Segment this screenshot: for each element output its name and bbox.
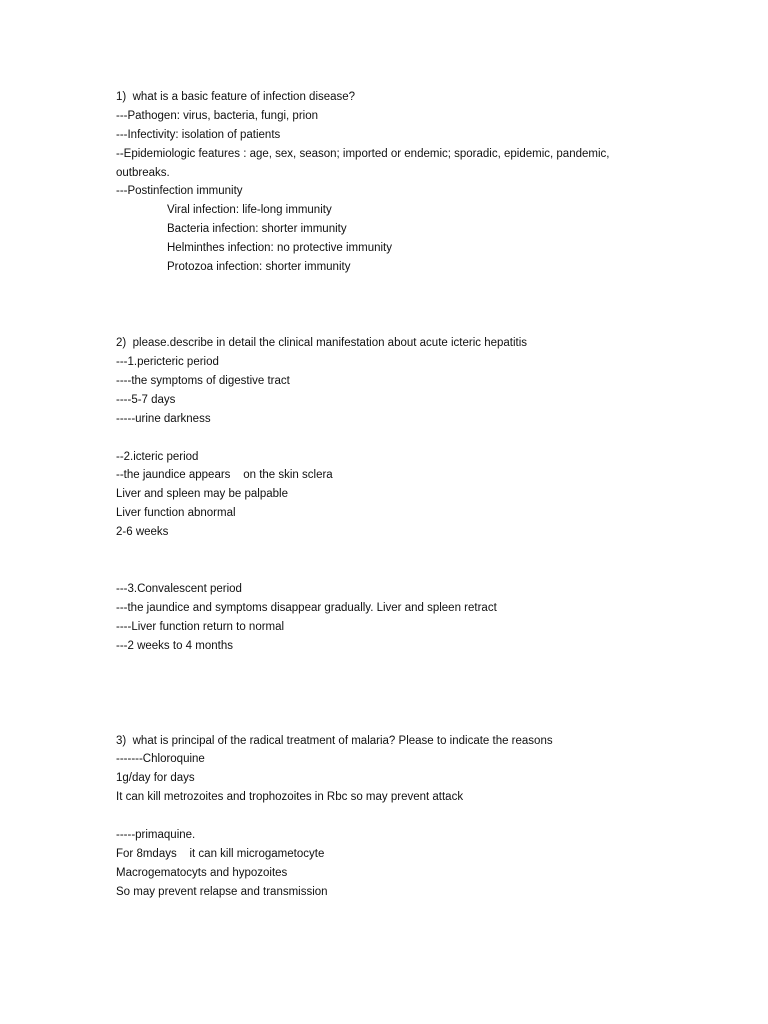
text-line: ---the jaundice and symptoms disappear gradually. Liver and spleen retract	[116, 602, 497, 614]
text-line: -----primaquine.	[116, 829, 196, 841]
question-3: 3) what is principal of the radical treatment of malaria? Please to indicate the reasons	[116, 735, 553, 747]
text-line: It can kill metrozoites and trophozoites in Rbc so may prevent attack	[116, 791, 464, 803]
text-line: --2.icteric period	[116, 451, 199, 463]
text-line: Macrogematocyts and hypozoites	[116, 867, 288, 879]
text-line: ---Pathogen: virus, bacteria, fungi, prion	[116, 110, 318, 122]
text-line: ----Liver function return to normal	[116, 621, 285, 633]
text-line: For 8mdays it can kill microgametocyte	[116, 848, 325, 860]
text-line: 1g/day for days	[116, 772, 195, 784]
text-line: 2-6 weeks	[116, 526, 169, 538]
text-line: ---Infectivity: isolation of patients	[116, 129, 281, 141]
text-line: So may prevent relapse and transmission	[116, 886, 328, 898]
text-line: Liver and spleen may be palpable	[116, 488, 288, 500]
text-line: ----5-7 days	[116, 394, 176, 406]
text-line: ---2 weeks to 4 months	[116, 640, 233, 652]
question-2: 2) please.describe in detail the clinical manifestation about acute icteric hepatitis	[116, 337, 528, 349]
question-1: 1) what is a basic feature of infection disease?	[116, 91, 356, 103]
text-line: ---1.pericteric period	[116, 356, 219, 368]
text-line: -------Chloroquine	[116, 753, 205, 765]
text-line: ----the symptoms of digestive tract	[116, 375, 290, 387]
text-line: ---3.Convalescent period	[116, 583, 242, 595]
indented-line: Helminthes infection: no protective immunity	[167, 242, 392, 254]
indented-line: Bacteria infection: shorter immunity	[167, 223, 347, 235]
text-line: ---Postinfection immunity	[116, 185, 243, 197]
text-line: --Epidemiologic features : age, sex, season; imported or endemic; sporadic, epidemic, pandemic,	[116, 148, 610, 160]
text-line: -----urine darkness	[116, 413, 211, 425]
indented-line: Viral infection: life-long immunity	[167, 204, 332, 216]
text-line: --the jaundice appears on the skin sclera	[116, 469, 333, 481]
text-line: outbreaks.	[116, 167, 170, 179]
indented-line: Protozoa infection: shorter immunity	[167, 261, 351, 273]
text-line: Liver function abnormal	[116, 507, 236, 519]
